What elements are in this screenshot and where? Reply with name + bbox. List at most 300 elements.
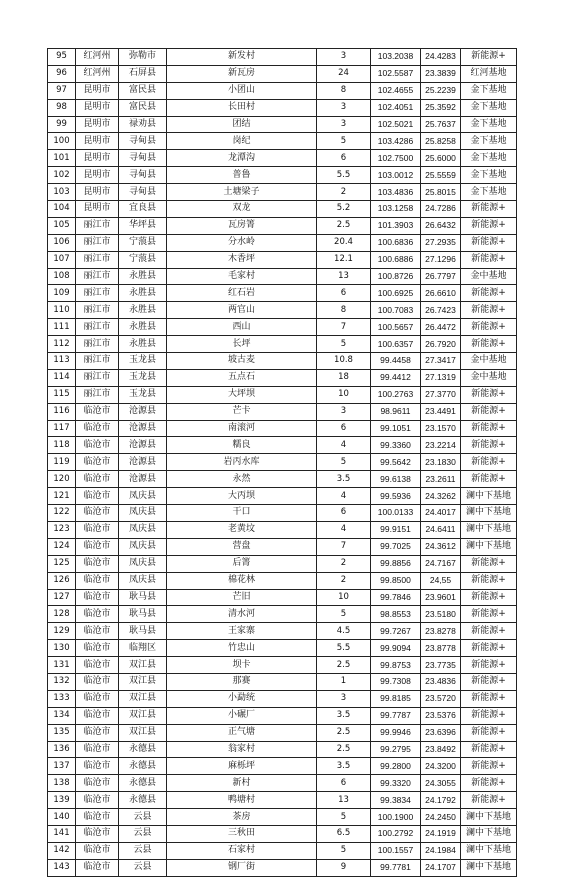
cell-prefecture: 昆明市 [76,116,119,133]
cell-site: 竹忠山 [167,640,317,657]
cell-index: 136 [48,741,76,758]
cell-base: 新能源+ [461,640,517,657]
cell-capacity: 2.5 [317,657,371,674]
cell-capacity: 4 [317,437,371,454]
cell-county: 宜良县 [119,201,167,218]
cell-longitude: 99.3834 [371,792,421,809]
cell-latitude: 26.7423 [421,302,461,319]
cell-index: 129 [48,623,76,640]
cell-longitude: 99.3320 [371,775,421,792]
cell-latitude: 23.4836 [421,673,461,690]
cell-capacity: 2.5 [317,724,371,741]
cell-capacity: 18 [317,369,371,386]
cell-county: 凤庆县 [119,521,167,538]
table-row [48,386,517,403]
cell-latitude: 25.3592 [421,99,461,116]
cell-prefecture: 临沧市 [76,673,119,690]
cell-index: 113 [48,353,76,370]
cell-latitude: 25.2239 [421,82,461,99]
cell-prefecture: 丽江市 [76,217,119,234]
cell-longitude: 100.5657 [371,319,421,336]
cell-capacity: 6 [317,420,371,437]
table-row [48,369,517,386]
cell-site: 清水河 [167,606,317,623]
cell-latitude: 26.7920 [421,336,461,353]
cell-index: 138 [48,775,76,792]
table-row [48,184,517,201]
cell-latitude: 24.3612 [421,538,461,555]
cell-longitude: 100.6925 [371,285,421,302]
cell-site: 芒卡 [167,403,317,420]
cell-capacity: 3 [317,99,371,116]
cell-prefecture: 临沧市 [76,505,119,522]
cell-index: 118 [48,437,76,454]
cell-capacity: 24 [317,65,371,82]
cell-capacity: 4 [317,521,371,538]
table-row [48,707,517,724]
cell-capacity: 20.4 [317,234,371,251]
cell-prefecture: 昆明市 [76,184,119,201]
cell-prefecture: 临沧市 [76,741,119,758]
cell-county: 云县 [119,809,167,826]
table-row [48,99,517,116]
cell-longitude: 100.1557 [371,842,421,859]
cell-longitude: 99.8856 [371,555,421,572]
table-row [48,201,517,218]
cell-county: 永德县 [119,775,167,792]
cell-index: 140 [48,809,76,826]
cell-longitude: 103.2038 [371,49,421,66]
cell-latitude: 24.1707 [421,859,461,876]
cell-latitude: 25.6000 [421,150,461,167]
cell-capacity: 13 [317,792,371,809]
cell-prefecture: 红河州 [76,49,119,66]
cell-site: 糯良 [167,437,317,454]
cell-site: 红石岩 [167,285,317,302]
cell-index: 112 [48,336,76,353]
cell-longitude: 99.7846 [371,589,421,606]
cell-longitude: 103.0012 [371,167,421,184]
cell-county: 永德县 [119,758,167,775]
table-row [48,49,517,66]
cell-base: 新能源+ [461,234,517,251]
cell-prefecture: 丽江市 [76,336,119,353]
cell-base: 金下基地 [461,184,517,201]
cell-prefecture: 临沧市 [76,403,119,420]
cell-county: 沧源县 [119,420,167,437]
cell-latitude: 23.9601 [421,589,461,606]
table-row [48,724,517,741]
table-row [48,842,517,859]
cell-capacity: 9 [317,859,371,876]
cell-site: 龙潭沟 [167,150,317,167]
cell-latitude: 24.4283 [421,49,461,66]
cell-county: 寻甸县 [119,133,167,150]
cell-base: 金中基地 [461,268,517,285]
cell-base: 新能源+ [461,217,517,234]
cell-longitude: 103.1258 [371,201,421,218]
cell-capacity: 7 [317,538,371,555]
table-row [48,319,517,336]
cell-latitude: 25.5559 [421,167,461,184]
cell-capacity: 6 [317,775,371,792]
cell-base: 新能源+ [461,49,517,66]
cell-index: 131 [48,657,76,674]
cell-longitude: 99.2795 [371,741,421,758]
cell-prefecture: 临沧市 [76,555,119,572]
cell-capacity: 6 [317,285,371,302]
cell-base: 新能源+ [461,792,517,809]
cell-site: 永然 [167,471,317,488]
cell-base: 新能源+ [461,386,517,403]
cell-county: 永德县 [119,792,167,809]
table-row [48,302,517,319]
cell-latitude: 27.1319 [421,369,461,386]
cell-longitude: 98.8553 [371,606,421,623]
cell-capacity: 6 [317,505,371,522]
table-row [48,167,517,184]
cell-base: 新能源+ [461,437,517,454]
cell-site: 大丙坝 [167,488,317,505]
cell-county: 双江县 [119,707,167,724]
cell-longitude: 99.7781 [371,859,421,876]
cell-base: 澜中下基地 [461,538,517,555]
cell-index: 105 [48,217,76,234]
cell-county: 华坪县 [119,217,167,234]
cell-site: 鸭塘村 [167,792,317,809]
cell-prefecture: 丽江市 [76,251,119,268]
cell-base: 新能源+ [461,454,517,471]
cell-county: 沧源县 [119,471,167,488]
cell-longitude: 101.3903 [371,217,421,234]
cell-capacity: 4 [317,488,371,505]
cell-base: 澜中下基地 [461,521,517,538]
cell-longitude: 99.8185 [371,690,421,707]
cell-index: 137 [48,758,76,775]
cell-longitude: 99.1051 [371,420,421,437]
cell-latitude: 24.3200 [421,758,461,775]
cell-site: 三秋田 [167,825,317,842]
table-row [48,234,517,251]
cell-prefecture: 临沧市 [76,809,119,826]
cell-base: 金下基地 [461,167,517,184]
cell-capacity: 5 [317,133,371,150]
cell-index: 143 [48,859,76,876]
cell-county: 玉龙县 [119,369,167,386]
cell-prefecture: 丽江市 [76,369,119,386]
cell-site: 西山 [167,319,317,336]
cell-longitude: 99.3360 [371,437,421,454]
cell-index: 120 [48,471,76,488]
cell-base: 新能源+ [461,201,517,218]
table-row [48,640,517,657]
cell-prefecture: 丽江市 [76,386,119,403]
cell-latitude: 24.1919 [421,825,461,842]
cell-latitude: 23.8492 [421,741,461,758]
cell-prefecture: 昆明市 [76,133,119,150]
cell-county: 凤庆县 [119,538,167,555]
cell-capacity: 2.5 [317,741,371,758]
cell-site: 坝卡 [167,657,317,674]
cell-capacity: 12.1 [317,251,371,268]
cell-county: 宁蒗县 [119,234,167,251]
cell-county: 富民县 [119,82,167,99]
cell-capacity: 3.5 [317,471,371,488]
cell-base: 新能源+ [461,589,517,606]
table-row [48,353,517,370]
cell-index: 125 [48,555,76,572]
cell-county: 宁蒗县 [119,251,167,268]
table-row [48,589,517,606]
cell-latitude: 25.8258 [421,133,461,150]
cell-base: 新能源+ [461,741,517,758]
cell-longitude: 99.5936 [371,488,421,505]
cell-prefecture: 临沧市 [76,454,119,471]
cell-county: 凤庆县 [119,555,167,572]
cell-base: 新能源+ [461,623,517,640]
cell-county: 耿马县 [119,606,167,623]
cell-longitude: 99.9946 [371,724,421,741]
cell-prefecture: 临沧市 [76,775,119,792]
cell-capacity: 3 [317,116,371,133]
cell-capacity: 3 [317,690,371,707]
cell-site: 岩丙水库 [167,454,317,471]
cell-latitude: 24,55 [421,572,461,589]
cell-site: 麻栎坪 [167,758,317,775]
table-row [48,825,517,842]
cell-index: 141 [48,825,76,842]
cell-latitude: 24.6411 [421,521,461,538]
cell-base: 新能源+ [461,673,517,690]
cell-county: 耿马县 [119,623,167,640]
cell-site: 土塘梁子 [167,184,317,201]
cell-latitude: 27.3770 [421,386,461,403]
cell-county: 云县 [119,825,167,842]
cell-capacity: 5.5 [317,640,371,657]
cell-base: 新能源+ [461,319,517,336]
cell-latitude: 24.7286 [421,201,461,218]
cell-county: 沧源县 [119,454,167,471]
cell-base: 澜中下基地 [461,809,517,826]
cell-county: 凤庆县 [119,488,167,505]
cell-site: 大坪坝 [167,386,317,403]
cell-prefecture: 临沧市 [76,420,119,437]
cell-prefecture: 临沧市 [76,521,119,538]
cell-county: 永胜县 [119,336,167,353]
cell-capacity: 3.5 [317,707,371,724]
cell-county: 寻甸县 [119,167,167,184]
cell-index: 106 [48,234,76,251]
cell-base: 金下基地 [461,133,517,150]
cell-prefecture: 红河州 [76,65,119,82]
cell-site: 普鲁 [167,167,317,184]
cell-site: 老黄坟 [167,521,317,538]
cell-latitude: 23.4491 [421,403,461,420]
table-row [48,471,517,488]
cell-index: 109 [48,285,76,302]
table-row [48,336,517,353]
cell-latitude: 26.6610 [421,285,461,302]
table-row [48,538,517,555]
cell-site: 南滚河 [167,420,317,437]
cell-index: 101 [48,150,76,167]
cell-index: 115 [48,386,76,403]
cell-base: 新能源+ [461,285,517,302]
table-row [48,606,517,623]
cell-index: 127 [48,589,76,606]
cell-prefecture: 昆明市 [76,201,119,218]
cell-capacity: 6 [317,150,371,167]
cell-prefecture: 临沧市 [76,724,119,741]
cell-site: 小勐统 [167,690,317,707]
cell-site: 长坪 [167,336,317,353]
cell-index: 124 [48,538,76,555]
cell-prefecture: 临沧市 [76,589,119,606]
cell-longitude: 100.8726 [371,268,421,285]
cell-capacity: 5 [317,336,371,353]
table-row [48,150,517,167]
cell-latitude: 27.1296 [421,251,461,268]
cell-index: 128 [48,606,76,623]
cell-longitude: 99.6138 [371,471,421,488]
cell-index: 96 [48,65,76,82]
table-row [48,741,517,758]
cell-longitude: 99.7025 [371,538,421,555]
cell-latitude: 23.6396 [421,724,461,741]
cell-latitude: 24.1984 [421,842,461,859]
cell-longitude: 99.9151 [371,521,421,538]
cell-prefecture: 丽江市 [76,353,119,370]
cell-latitude: 27.2935 [421,234,461,251]
table-row [48,505,517,522]
cell-prefecture: 丽江市 [76,302,119,319]
cell-prefecture: 临沧市 [76,657,119,674]
cell-capacity: 8 [317,302,371,319]
cell-index: 132 [48,673,76,690]
cell-county: 凤庆县 [119,505,167,522]
cell-county: 弥勒市 [119,49,167,66]
cell-base: 新能源+ [461,572,517,589]
cell-index: 97 [48,82,76,99]
cell-prefecture: 临沧市 [76,690,119,707]
cell-site: 长田村 [167,99,317,116]
cell-index: 102 [48,167,76,184]
cell-base: 新能源+ [461,690,517,707]
cell-longitude: 99.4458 [371,353,421,370]
table-row [48,268,517,285]
cell-capacity: 3.5 [317,758,371,775]
site-table [47,48,517,877]
cell-base: 新能源+ [461,403,517,420]
table-row [48,251,517,268]
cell-index: 135 [48,724,76,741]
cell-site: 坡古麦 [167,353,317,370]
cell-longitude: 99.8753 [371,657,421,674]
cell-latitude: 24.3262 [421,488,461,505]
cell-county: 双江县 [119,657,167,674]
cell-latitude: 24.1792 [421,792,461,809]
cell-county: 玉龙县 [119,386,167,403]
cell-longitude: 103.4286 [371,133,421,150]
cell-prefecture: 临沧市 [76,707,119,724]
cell-capacity: 5 [317,454,371,471]
cell-county: 沧源县 [119,437,167,454]
table-row [48,116,517,133]
cell-prefecture: 临沧市 [76,842,119,859]
cell-county: 耿马县 [119,589,167,606]
cell-base: 金中基地 [461,369,517,386]
cell-site: 岗纪 [167,133,317,150]
cell-base: 新能源+ [461,420,517,437]
cell-base: 金中基地 [461,353,517,370]
cell-longitude: 102.4051 [371,99,421,116]
cell-capacity: 2 [317,572,371,589]
cell-base: 新能源+ [461,657,517,674]
cell-latitude: 23.2214 [421,437,461,454]
cell-capacity: 3 [317,403,371,420]
cell-longitude: 99.5642 [371,454,421,471]
cell-longitude: 99.8500 [371,572,421,589]
table-row [48,657,517,674]
cell-latitude: 26.7797 [421,268,461,285]
cell-site: 芒旧 [167,589,317,606]
cell-longitude: 100.7083 [371,302,421,319]
cell-base: 澜中下基地 [461,842,517,859]
cell-longitude: 102.5021 [371,116,421,133]
cell-index: 122 [48,505,76,522]
cell-index: 130 [48,640,76,657]
cell-county: 永德县 [119,741,167,758]
cell-index: 111 [48,319,76,336]
cell-county: 双江县 [119,690,167,707]
cell-longitude: 100.2763 [371,386,421,403]
cell-latitude: 25.8015 [421,184,461,201]
cell-county: 双江县 [119,673,167,690]
cell-base: 澜中下基地 [461,825,517,842]
cell-base: 新能源+ [461,724,517,741]
cell-county: 禄劝县 [119,116,167,133]
cell-base: 金下基地 [461,82,517,99]
table-row [48,555,517,572]
cell-capacity: 13 [317,268,371,285]
cell-base: 红河基地 [461,65,517,82]
table-row [48,623,517,640]
cell-base: 新能源+ [461,775,517,792]
cell-base: 金下基地 [461,150,517,167]
cell-index: 98 [48,99,76,116]
cell-index: 107 [48,251,76,268]
cell-index: 142 [48,842,76,859]
cell-county: 云县 [119,859,167,876]
cell-county: 凤庆县 [119,572,167,589]
cell-site: 新瓦房 [167,65,317,82]
cell-base: 新能源+ [461,555,517,572]
cell-capacity: 8 [317,82,371,99]
cell-site: 分水岭 [167,234,317,251]
cell-index: 108 [48,268,76,285]
cell-index: 95 [48,49,76,66]
table-row [48,217,517,234]
table-row [48,488,517,505]
cell-site: 石家村 [167,842,317,859]
cell-latitude: 26.6432 [421,217,461,234]
cell-latitude: 23.5376 [421,707,461,724]
cell-prefecture: 临沧市 [76,623,119,640]
cell-longitude: 100.2792 [371,825,421,842]
cell-prefecture: 临沧市 [76,572,119,589]
cell-longitude: 103.4836 [371,184,421,201]
cell-prefecture: 临沧市 [76,488,119,505]
